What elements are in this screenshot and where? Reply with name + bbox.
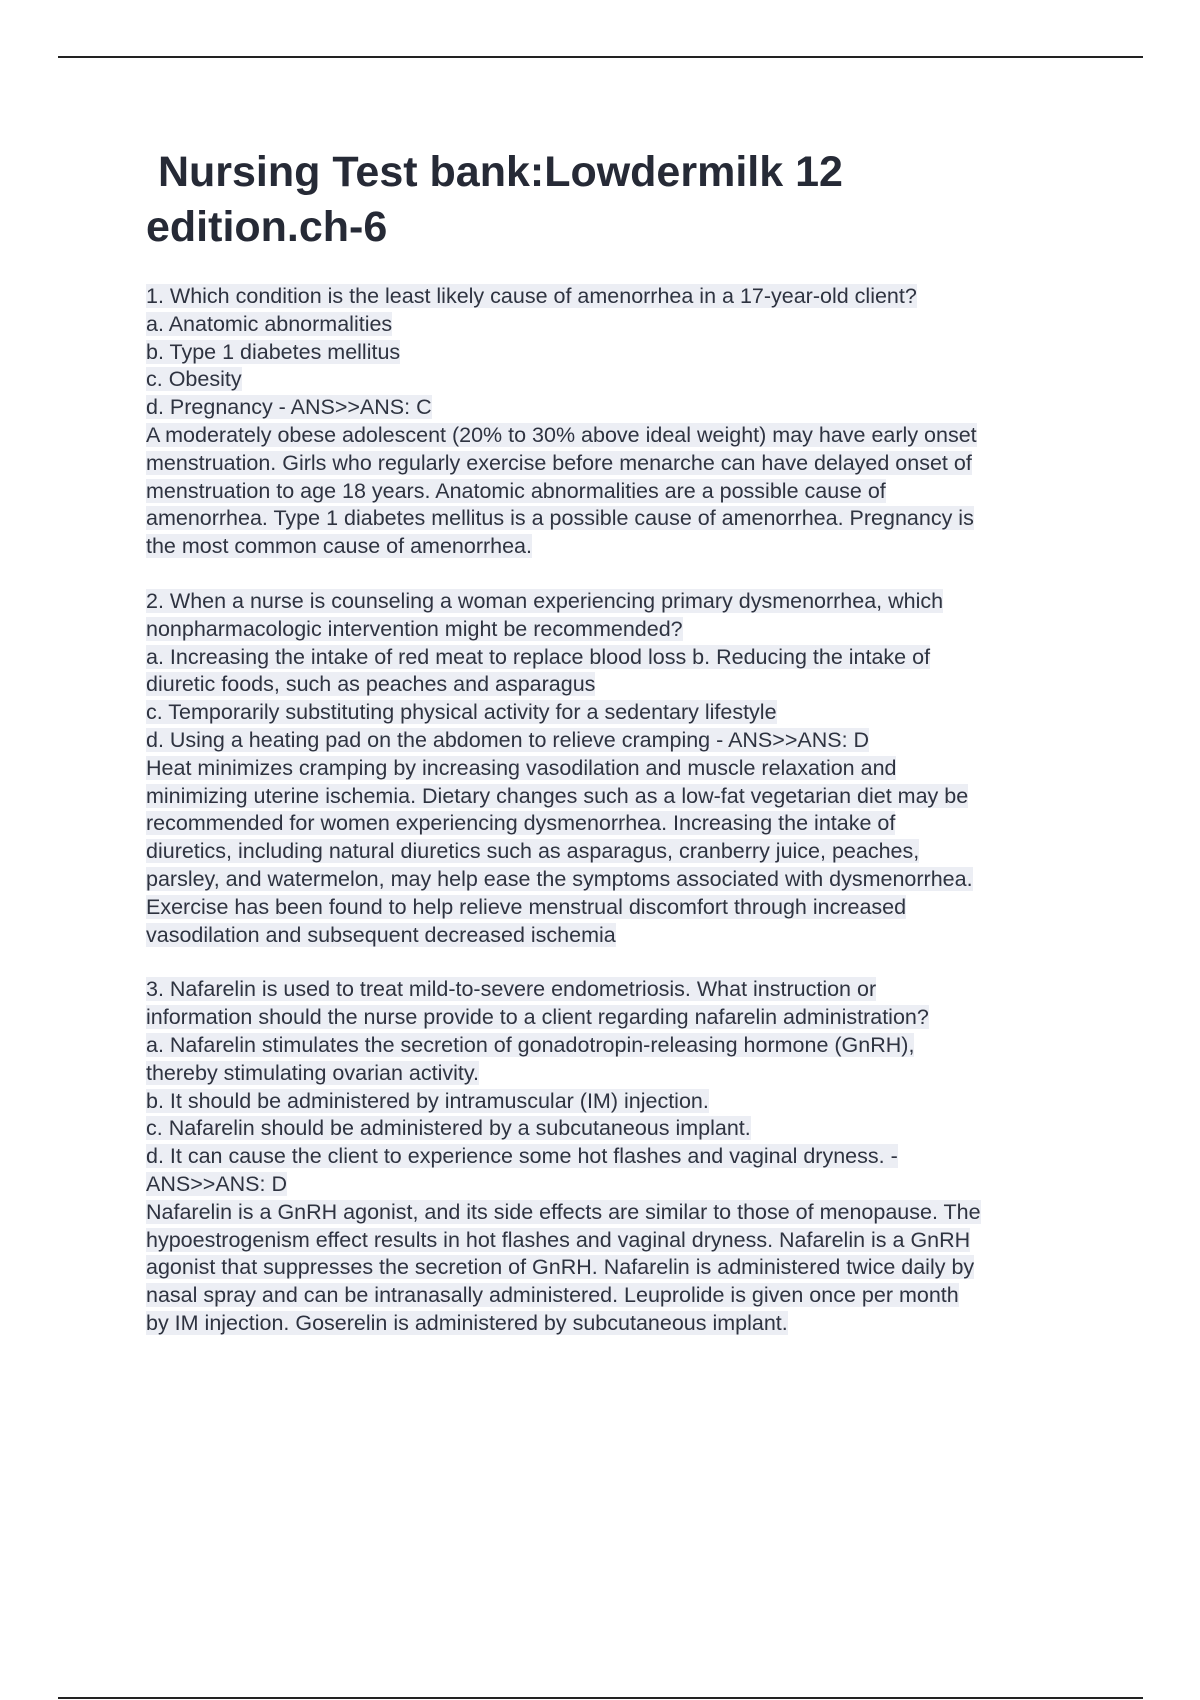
- text-line-content: 2. When a nurse is counseling a woman experiencing primary dysmenorrhea, which: [146, 588, 944, 613]
- text-line: [146, 699, 1096, 727]
- text-line: [146, 478, 1096, 506]
- text-line: [146, 1310, 1096, 1338]
- text-line: [146, 366, 1096, 394]
- text-line: [146, 1060, 1096, 1088]
- text-line: [146, 1171, 1096, 1199]
- question-block: [146, 588, 1096, 949]
- question-block: [146, 976, 1096, 1337]
- text-line-content: diuretics, including natural diuretics such as asparagus, cranberry juice, peaches,: [146, 839, 920, 864]
- page-title: [146, 145, 1096, 255]
- text-line-content: hypoestrogenism effect results in hot flashes and vaginal dryness. Nafarelin is a GnRH: [146, 1227, 971, 1252]
- text-line-content: information should the nurse provide to a client regarding nafarelin administration?: [146, 1005, 929, 1030]
- text-line-content: ANS>>ANS: D: [146, 1171, 287, 1196]
- text-line: [146, 1115, 1096, 1143]
- text-line: [146, 505, 1096, 533]
- text-line-content: menstruation to age 18 years. Anatomic abnormalities are a possible cause of: [146, 478, 886, 503]
- text-line-content: diuretic foods, such as peaches and asparagus: [146, 672, 596, 697]
- text-line-content: d. Using a heating pad on the abdomen to relieve cramping - ANS>>ANS: D: [146, 727, 870, 752]
- text-line-content: d. It can cause the client to experience some hot flashes and vaginal dryness. -: [146, 1144, 898, 1169]
- text-line: [146, 755, 1096, 783]
- text-line: [146, 533, 1096, 561]
- title-line-2: edition.ch-6: [146, 203, 388, 251]
- text-line: [146, 894, 1096, 922]
- text-line: [146, 1227, 1096, 1255]
- text-line-content: the most common cause of amenorrhea.: [146, 534, 532, 559]
- title-line-1: Nursing Test bank:Lowdermilk 12: [146, 148, 843, 196]
- bottom-divider: [58, 1697, 1143, 1699]
- text-line-content: c. Nafarelin should be administered by a subcutaneous implant.: [146, 1116, 751, 1141]
- text-line: [146, 671, 1096, 699]
- text-line: [146, 810, 1096, 838]
- text-line-content: a. Increasing the intake of red meat to replace blood loss b. Reducing the intake of: [146, 644, 931, 669]
- text-line-content: c. Temporarily substituting physical activity for a sedentary lifestyle: [146, 700, 777, 725]
- text-line: [146, 838, 1096, 866]
- text-line-content: vasodilation and subsequent decreased ischemia: [146, 922, 616, 947]
- text-line: [146, 1004, 1096, 1032]
- text-line-content: Nafarelin is a GnRH agonist, and its side effects are similar to those of menopause. The: [146, 1199, 981, 1224]
- text-line: [146, 339, 1096, 367]
- text-line: [146, 644, 1096, 672]
- text-line: [146, 394, 1096, 422]
- text-line-content: agonist that suppresses the secretion of GnRH. Nafarelin is administered twice daily by: [146, 1255, 975, 1280]
- text-line: [146, 1143, 1096, 1171]
- document-body: [146, 145, 1096, 1365]
- text-line-content: by IM injection. Goserelin is administered by subcutaneous implant.: [146, 1310, 788, 1335]
- text-line: [146, 866, 1096, 894]
- text-line: [146, 727, 1096, 755]
- text-line: [146, 450, 1096, 478]
- text-line-content: a. Nafarelin stimulates the secretion of gonadotropin-releasing hormone (GnRH),: [146, 1032, 915, 1057]
- text-line: [146, 616, 1096, 644]
- text-line-content: thereby stimulating ovarian activity.: [146, 1060, 479, 1085]
- text-line-content: minimizing uterine ischemia. Dietary changes such as a low-fat vegetarian diet may be: [146, 783, 969, 808]
- text-line-content: nasal spray and can be intranasally administered. Leuprolide is given once per month: [146, 1283, 959, 1308]
- text-line-content: d. Pregnancy - ANS>>ANS: C: [146, 395, 432, 420]
- text-line-content: 3. Nafarelin is used to treat mild-to-severe endometriosis. What instruction or: [146, 977, 877, 1002]
- text-line-content: parsley, and watermelon, may help ease the symptoms associated with dysmenorrhea.: [146, 866, 973, 891]
- text-line: [146, 311, 1096, 339]
- text-line-content: c. Obesity: [146, 367, 242, 392]
- text-line: [146, 922, 1096, 950]
- text-line-content: 1. Which condition is the least likely cause of amenorrhea in a 17-year-old client?: [146, 284, 917, 308]
- text-line: [146, 783, 1096, 811]
- text-line-content: Exercise has been found to help relieve menstrual discomfort through increased: [146, 894, 907, 919]
- text-line: [146, 1282, 1096, 1310]
- text-line: [146, 1254, 1096, 1282]
- text-line-content: menstruation. Girls who regularly exercise before menarche can have delayed onset of: [146, 450, 972, 475]
- text-line-content: amenorrhea. Type 1 diabetes mellitus is a possible cause of amenorrhea. Pregnancy is: [146, 506, 974, 531]
- text-line-content: a. Anatomic abnormalities: [146, 311, 393, 336]
- text-line: [146, 422, 1096, 450]
- text-line-content: b. Type 1 diabetes mellitus: [146, 339, 401, 364]
- text-line-content: b. It should be administered by intramuscular (IM) injection.: [146, 1088, 709, 1113]
- text-line: [146, 1088, 1096, 1116]
- text-line-content: recommended for women experiencing dysmenorrhea. Increasing the intake of: [146, 811, 896, 836]
- text-line-content: nonpharmacologic intervention might be recommended?: [146, 616, 683, 641]
- text-line-content: A moderately obese adolescent (20% to 30% above ideal weight) may have early onset: [146, 422, 977, 447]
- text-line: [146, 1199, 1096, 1227]
- text-line-content: Heat minimizes cramping by increasing vasodilation and muscle relaxation and: [146, 755, 897, 780]
- text-line: [146, 588, 1096, 616]
- text-line: [146, 283, 1096, 311]
- text-line: [146, 976, 1096, 1004]
- text-line: [146, 1032, 1096, 1060]
- top-divider: [58, 56, 1143, 58]
- question-block: [146, 283, 1096, 561]
